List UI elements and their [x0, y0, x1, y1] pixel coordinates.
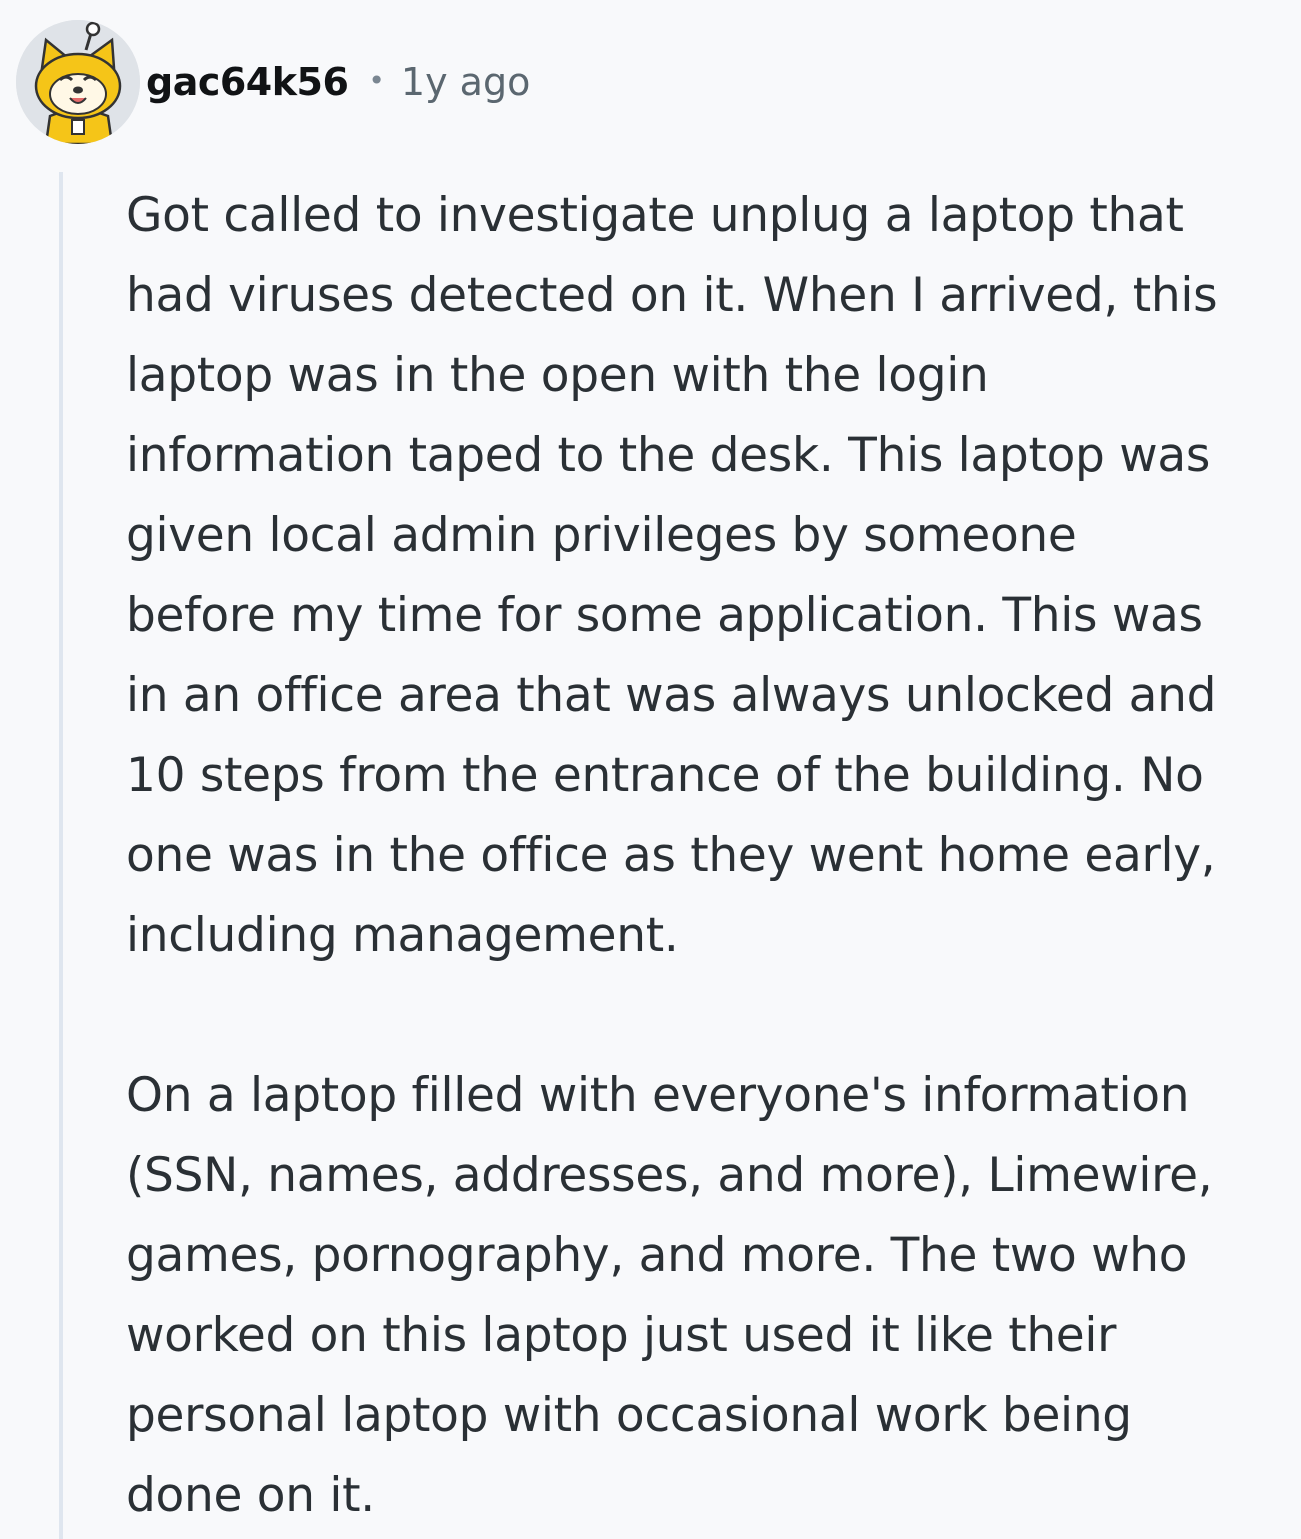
comment-paragraph: Got called to investigate unplug a laptop that had viruses detected on it. When I arrived, this laptop was in the open with the login information taped to the desk. This laptop was given local admin privileges by someone before my time for some application. This was in an office area that was always unlocked and 10 steps from the entrance of the building. No one was in the office as they went home early, including management.	[126, 188, 1218, 963]
comment-timestamp[interactable]: 1y ago	[400, 60, 531, 104]
comment-author[interactable]: gac64k56	[146, 60, 349, 104]
comment-body	[126, 176, 1286, 1536]
comment-header	[16, 20, 530, 144]
comment-paragraph: On a laptop filled with everyone's information (SSN, names, addresses, and more), Limewire, games, pornography, and more. The two who worked on this laptop just used it like their personal laptop with occasional work being done on it.	[126, 1068, 1213, 1523]
thread-line[interactable]	[59, 172, 63, 1539]
snoo-doge-avatar-icon	[16, 20, 140, 144]
avatar[interactable]	[16, 20, 140, 144]
separator-dot: •	[368, 63, 385, 97]
